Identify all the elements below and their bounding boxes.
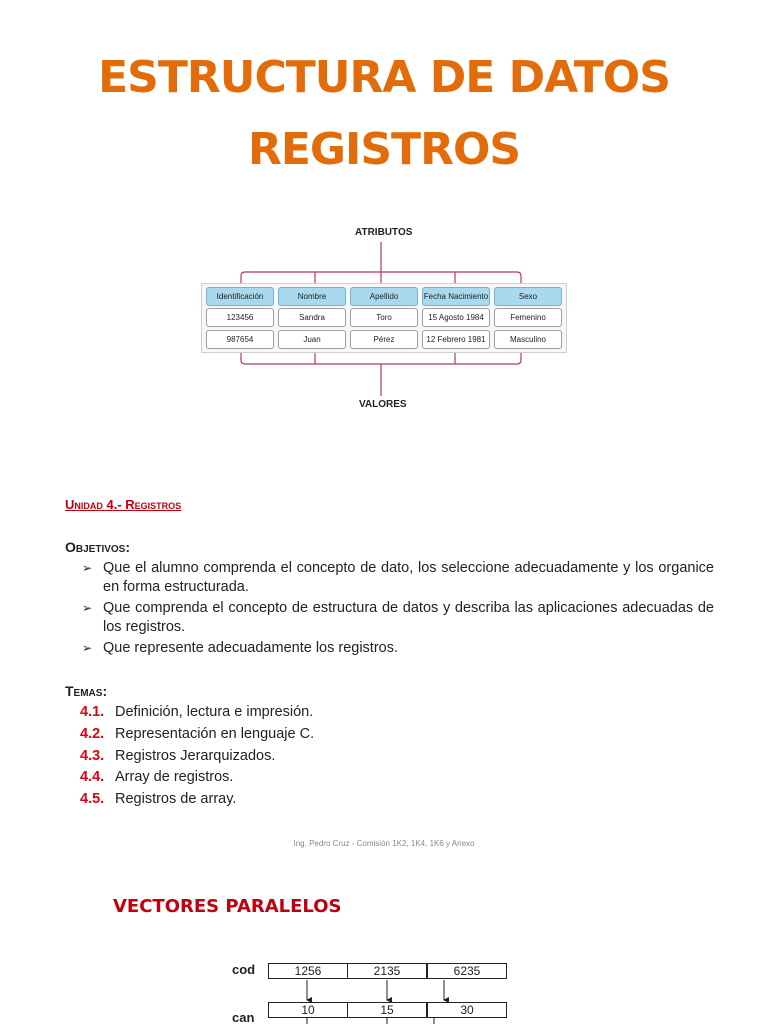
objective-item bbox=[82, 639, 714, 658]
values-label: VALORES bbox=[359, 399, 407, 410]
objective-text: Que comprenda el concepto de estructura de datos y describa las aplicaciones adecuadas de los registros. bbox=[103, 600, 714, 635]
topics-heading: Temas: bbox=[65, 683, 108, 699]
attributes-label: ATRIBUTOS bbox=[355, 227, 413, 238]
value-cell: 12 Febrero 1981 bbox=[422, 330, 490, 349]
unit-heading: Unidad 4.- Registros bbox=[65, 497, 182, 512]
can-cell: 30 bbox=[427, 1002, 507, 1018]
topic-number: 4.3. bbox=[80, 748, 105, 764]
topic-number: 4.2. bbox=[80, 726, 105, 742]
value-cell: Femenino bbox=[494, 308, 562, 327]
can-cell: 15 bbox=[347, 1002, 427, 1018]
topic-item bbox=[80, 748, 275, 764]
cod-label: cod bbox=[232, 962, 256, 977]
page-title-line-2: REGISTROS bbox=[247, 124, 521, 175]
topic-text: Array de registros. bbox=[115, 769, 234, 785]
cod-cell: 6235 bbox=[427, 963, 507, 979]
value-cell: 123456 bbox=[206, 308, 274, 327]
value-cell: 15 Agosto 1984 bbox=[422, 308, 490, 327]
topic-text: Registros Jerarquizados. bbox=[115, 748, 276, 764]
objectives-heading: Objetivos: bbox=[65, 539, 131, 555]
topic-number: 4.1. bbox=[80, 704, 105, 720]
bracket-lines bbox=[0, 0, 768, 420]
arrow-bullet-icon: ➢ bbox=[82, 561, 93, 575]
header-cell-apellido: Apellido bbox=[350, 287, 418, 306]
topic-text: Representación en lenguaje C. bbox=[115, 726, 315, 742]
objective-item bbox=[82, 599, 714, 637]
header-cell-sexo: Sexo bbox=[494, 287, 562, 306]
value-cell: 987654 bbox=[206, 330, 274, 349]
value-cell: Toro bbox=[350, 308, 418, 327]
header-cell-fecha: Fecha Nacimiento bbox=[422, 287, 490, 306]
objective-text: Que el alumno comprenda el concepto de dato, los seleccione adecuadamente y los organice en forma estructurada. bbox=[103, 560, 714, 595]
arrow-bullet-icon: ➢ bbox=[82, 641, 93, 655]
topic-item bbox=[80, 704, 313, 720]
cod-cell: 1256 bbox=[268, 963, 348, 979]
topic-item bbox=[80, 726, 314, 742]
page-footer: Ing. Pedro Cruz - Comisión 1K2, 1K4, 1K6 y Anexo bbox=[293, 839, 475, 848]
objective-text: Que represente adecuadamente los registros. bbox=[103, 640, 399, 656]
topic-text: Registros de array. bbox=[115, 791, 237, 807]
topic-number: 4.5. bbox=[80, 791, 105, 807]
objective-item bbox=[82, 559, 714, 597]
cod-cell: 2135 bbox=[347, 963, 427, 979]
header-cell-nombre: Nombre bbox=[278, 287, 346, 306]
can-cell: 10 bbox=[268, 1002, 348, 1018]
topic-text: Definición, lectura e impresión. bbox=[115, 704, 314, 720]
value-cell: Juan bbox=[278, 330, 346, 349]
header-cell-identificacion: Identificación bbox=[206, 287, 274, 306]
value-cell: Pérez bbox=[350, 330, 418, 349]
page-title-line-1: ESTRUCTURA DE DATOS bbox=[98, 52, 670, 103]
value-cell: Masculino bbox=[494, 330, 562, 349]
topic-number: 4.4. bbox=[80, 769, 105, 785]
section-title: VECTORES PARALELOS bbox=[113, 896, 342, 917]
arrow-bullet-icon: ➢ bbox=[82, 601, 93, 615]
can-label: can bbox=[232, 1010, 255, 1024]
topic-item bbox=[80, 791, 236, 807]
topic-item bbox=[80, 769, 233, 785]
value-cell: Sandra bbox=[278, 308, 346, 327]
